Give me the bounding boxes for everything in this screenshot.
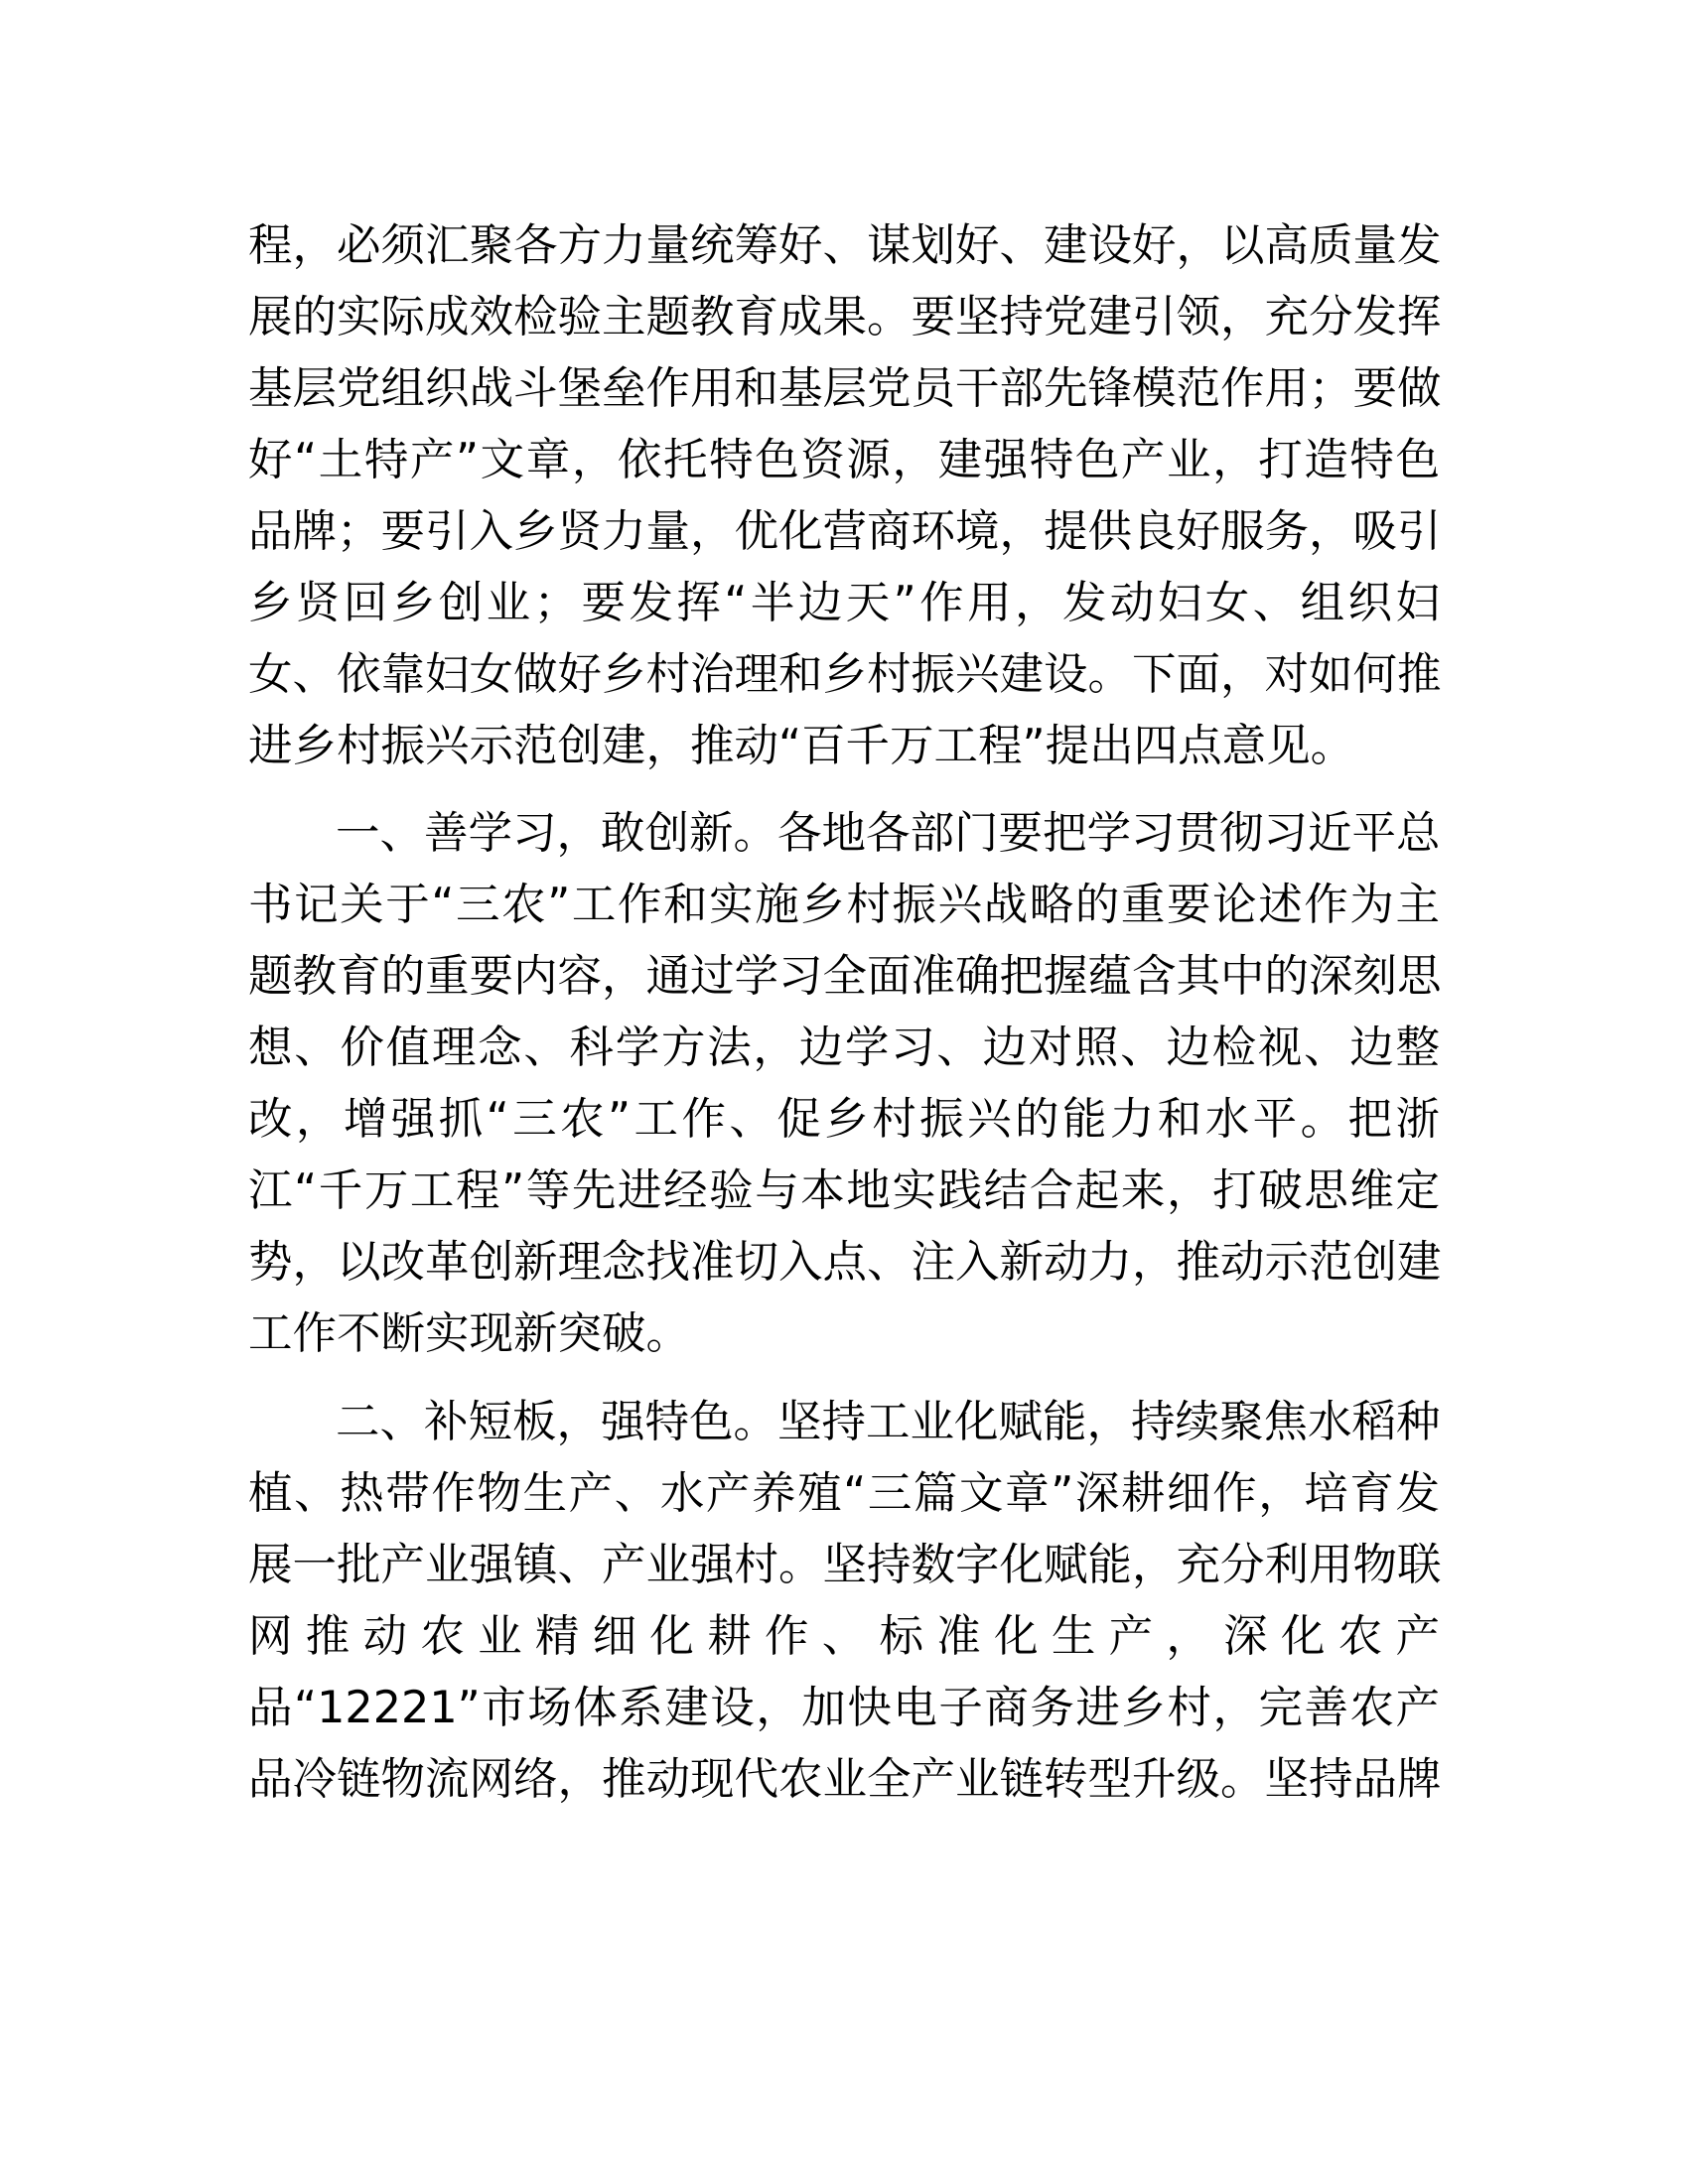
text-line: 品冷链物流网络，推动现代农业全产业链转型升级。坚持品牌 [248, 1754, 1442, 1805]
text-line: 进乡村振兴示范创建，推动“百千万工程”提出四点意见。 [248, 721, 1355, 771]
paragraph-heading-line: 一、善学习，敢创新。各地各部门要把学习贯彻习近平总 [336, 808, 1441, 859]
text-line: 想、价值理念、科学方法，边学习、边对照、边检视、边整 [248, 1023, 1440, 1073]
text-line: 乡贤回乡创业；要发挥“半边天”作用，发动妇女、组织妇 [248, 578, 1440, 628]
text-line: 品牌；要引入乡贤力量，优化营商环境，提供良好服务，吸引 [248, 506, 1442, 557]
text-line: 题教育的重要内容，通过学习全面准确把握蕴含其中的深刻思 [248, 951, 1442, 1002]
text-line: 女、依靠妇女做好乡村治理和乡村振兴建设。下面，对如何推 [248, 649, 1442, 700]
text-line: 工作不断实现新突破。 [248, 1308, 691, 1359]
text-line: 展的实际成效检验主题教育成果。要坚持党建引领，充分发挥 [248, 292, 1442, 342]
text-line: 书记关于“三农”工作和实施乡村振兴战略的重要论述作为主 [248, 880, 1440, 930]
paragraph-heading-line: 二、补短板，强特色。坚持工业化赋能，持续聚焦水稻种 [336, 1397, 1441, 1447]
text-line: 植、热带作物生产、水产养殖“三篇文章”深耕细作，培育发 [248, 1468, 1440, 1519]
text-line: 程，必须汇聚各方力量统筹好、谋划好、建设好，以高质量发 [248, 220, 1442, 271]
text-line: 展一批产业强镇、产业强村。坚持数字化赋能，充分利用物联 [248, 1540, 1442, 1590]
text-line: 江“千万工程”等先进经验与本地实践结合起来，打破思维定 [248, 1165, 1440, 1216]
text-line: 势，以改革创新理念找准切入点、注入新动力，推动示范创建 [248, 1237, 1442, 1288]
text-line: 改，增强抓“三农”工作、促乡村振兴的能力和水平。把浙 [248, 1094, 1440, 1145]
text-line: 网推动农业精细化耕作、标准化生产，深化农产 [248, 1611, 1440, 1662]
text-line: 基层党组织战斗堡垒作用和基层党员干部先锋模范作用；要做 [248, 363, 1442, 414]
text-line: 好“土特产”文章，依托特色资源，建强特色产业，打造特色 [248, 435, 1440, 485]
text-line: 品“12221”市场体系建设，加快电子商务进乡村，完善农产 [248, 1683, 1440, 1733]
